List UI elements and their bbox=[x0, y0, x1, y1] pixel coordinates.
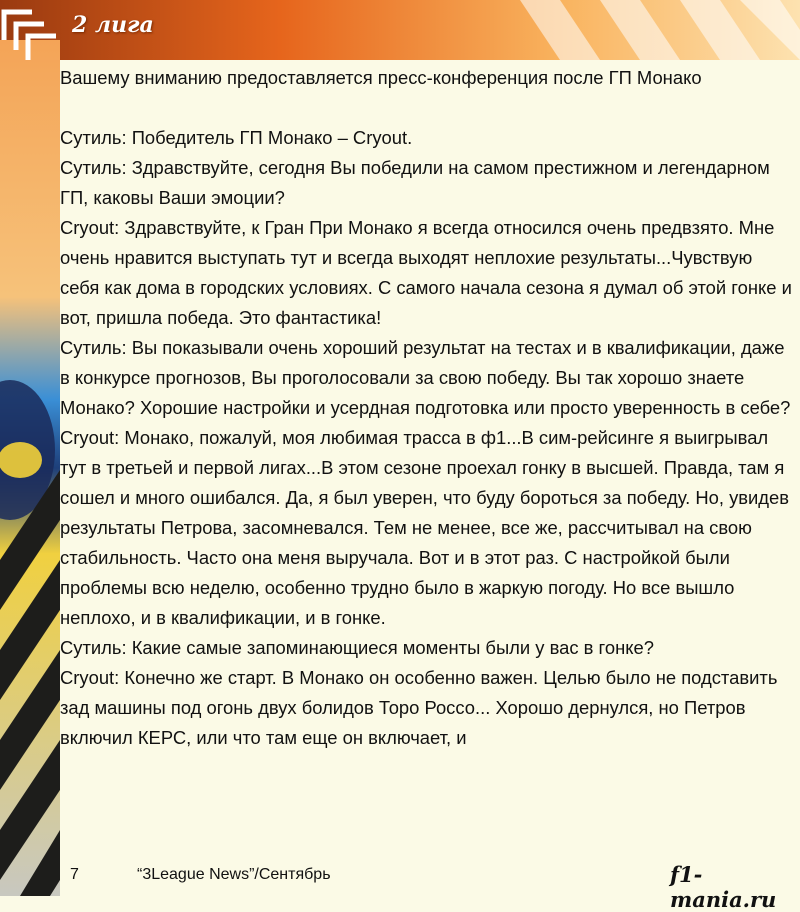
article-paragraph: Cryout: Здравствуйте, к Гран При Монако я всегда относился очень предвзято. Мне очень нравится выступать тут и всегда выходят неплохие результаты...Чувствую себя как дома в городских условиях. С самого начала сезона я думал об этой гонке и вот, пришла победа. Это фантастика! bbox=[60, 217, 792, 328]
page-number: 7 bbox=[70, 866, 79, 883]
article-paragraph: Сутиль: Какие самые запоминающиеся моменты были у вас в гонке? bbox=[60, 637, 654, 658]
site-name: f1-mania.ru bbox=[670, 862, 777, 912]
article-paragraph: Cryout: Конечно же старт. В Монако он особенно важен. Целью было не подставить зад машины под огонь двух болидов Торо Россо... Хорошо дернулся, но Петров включил КЕРС, или что там еще он включает, и bbox=[60, 667, 778, 748]
article-paragraph: Cryout: Монако, пожалуй, моя любимая трасса в ф1...В сим-рейсинге я выигрывал тут в третьей и первой лигах...В этом сезоне проехал гонку в высшей. Правда, там я сошел и много ошибался. Да, я был уверен, что буду бороться за победу. Но, увидев результаты Петрова, засомневался. Тем не менее, все же, рассчитывал на свою стабильность. Часто она меня выручала. Вот и в этот раз. С настройкой были проблемы всю неделю, особенно трудно было в жаркую погоду. Но все вышло неплохо, и в квалификации, и в гонке. bbox=[60, 427, 790, 628]
article-intro: Вашему вниманию предоставляется пресс-конференция после ГП Монако bbox=[60, 67, 702, 88]
magazine-issue: “3League News”/Сентябрь bbox=[137, 866, 331, 883]
article-body bbox=[60, 63, 795, 753]
article-paragraph: Сутиль: Победитель ГП Монако – Cryout. bbox=[60, 127, 413, 148]
article-paragraph: Сутиль: Здравствуйте, сегодня Вы победили на самом престижном и легендарном ГП, каковы Ваши эмоции? bbox=[60, 157, 770, 208]
article-paragraph: Сутиль: Вы показывали очень хороший результат на тестах и в квалификации, даже в конкурсе прогнозов, Вы проголосовали за свою победу. Вы так хорошо знаете Монако? Хорошие настройки и усердная подготовка или просто уверенность в себе? bbox=[60, 337, 791, 418]
section-title: 2 лига bbox=[72, 12, 154, 38]
